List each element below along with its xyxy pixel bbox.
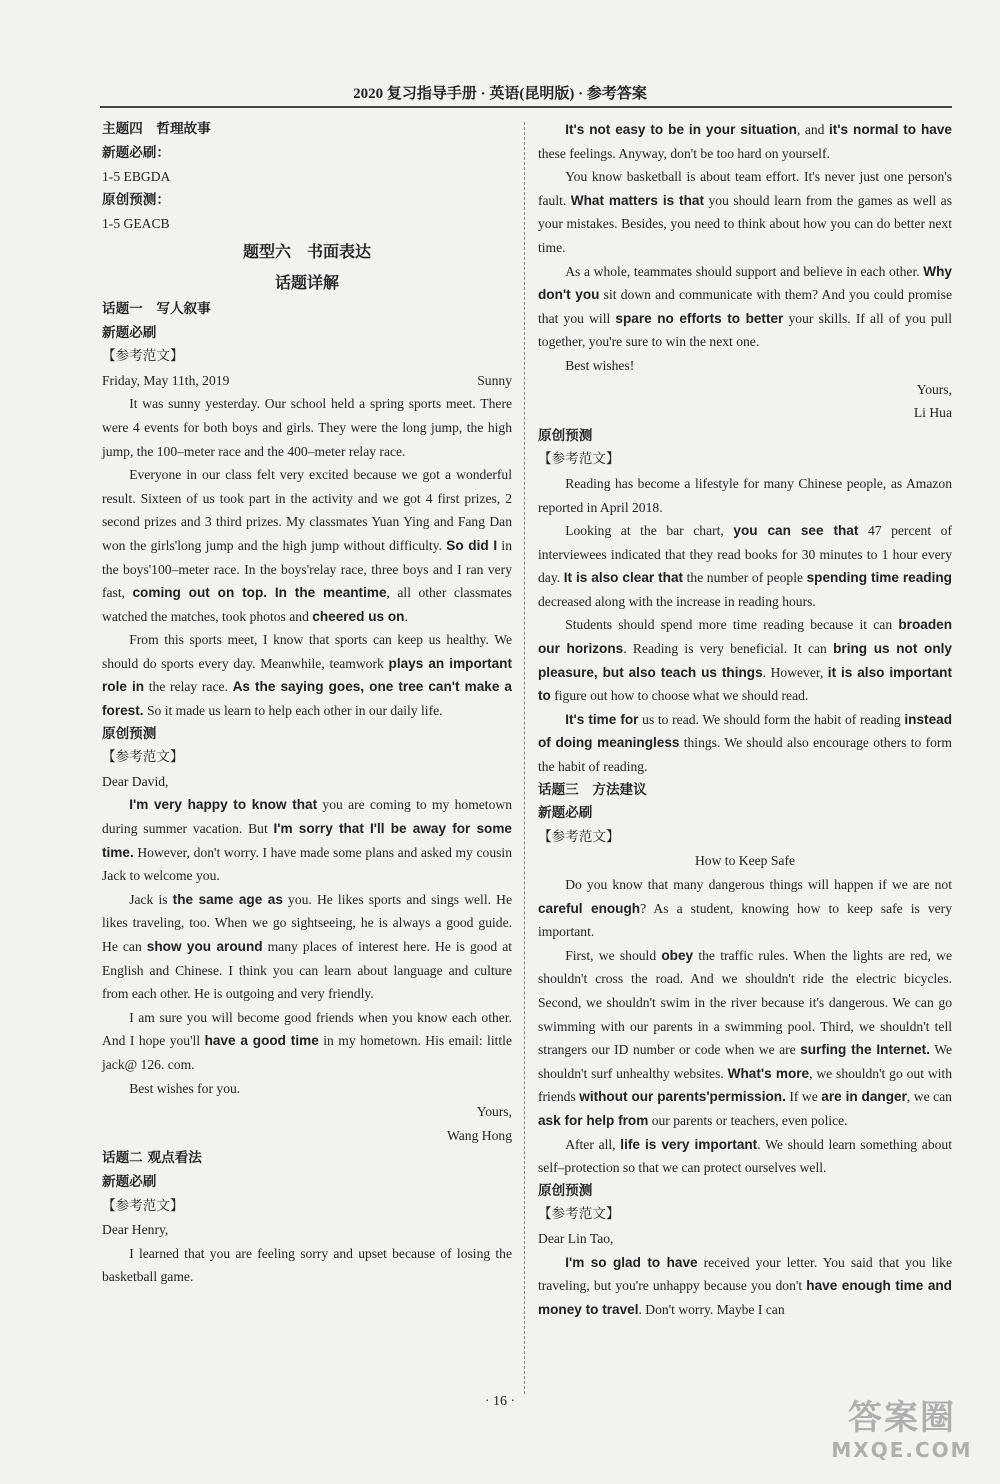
diary-weather: Sunny xyxy=(477,372,512,388)
type-title: 题型六 书面表达 xyxy=(242,241,371,261)
salutation: Dear Lin Tao, xyxy=(538,1230,614,1246)
sample-label: 【参考范文】 xyxy=(102,348,184,365)
closing: Best wishes! xyxy=(565,357,635,373)
paragraph: Everyone in our class felt very excited because we got a wonderful result. Sixteen of us took part in the activity and we got 4 first prizes, 2 second prizes and 3 third prizes. My classmates Yuan Ying and Fang Dan won the girls'long jump and the high jump without difficulty. So did I in the boys'100–meter race. In the boys'relay race, three boys and I ran very fast, coming out on top. In the meantime, all other classmates watched the matches, took photos and cheered us on. xyxy=(102,467,512,624)
page-header: 2020 复习指导手册 · 英语(昆明版) · 参考答案 xyxy=(353,86,647,102)
paragraph: Looking at the bar chart, you can see that 47 percent of interviewees indicated that they read books for 30 minutes to 1 hour every day. It is also clear that the number of people spending time reading decreased along with the increase in reading hours. xyxy=(538,523,952,609)
paragraph: I'm very happy to know that you are coming to my hometown during summer vacation. But I'm sorry that I'll be away for some time. However, don't worry. I have made some plans and asked my cousin Jack to welcome you. xyxy=(102,797,512,884)
diary-date: Friday, May 11th, 2019 xyxy=(102,372,230,388)
column-divider xyxy=(524,122,525,1394)
topic-heading: 话题三 方法建议 xyxy=(538,781,647,798)
closing-yours: Yours, xyxy=(916,381,952,397)
subheading: 原创预测： xyxy=(102,191,170,208)
paragraph: I'm so glad to have received your letter. You said that you like traveling, but you're unhappy because you don't have enough time and money to travel. Don't worry. Maybe I can xyxy=(538,1254,953,1317)
signature: Li Hua xyxy=(913,405,952,421)
answer-line: 1-5 GEACB xyxy=(102,216,170,232)
closing-yours: Yours, xyxy=(476,1104,512,1120)
salutation: Dear Henry, xyxy=(102,1222,169,1238)
subheading: 新题必刷 xyxy=(102,324,157,341)
subheading: 新题必刷 xyxy=(102,1173,157,1190)
right-column xyxy=(538,118,952,1321)
closing: Best wishes for you. xyxy=(129,1080,241,1096)
paragraph: As a whole, teammates should support and believe in each other. Why don't you sit down and communicate with them? And you could promise that you will spare no efforts to better your skills. If all of you pull together, you're sure to win the next one. xyxy=(538,263,952,350)
paragraph: First, we should obey the traffic rules. When the lights are red, we shouldn't cross the road. And we shouldn't ride the electric bicycles. Second, we shouldn't swim in the river because it's dangerous. We can go swimming with our parents in a swimming pool. Third, we shouldn't tell strangers our ID number or code when we are surfing the Internet. We shouldn't surf unhealthy websites. What's more, we shouldn't go out with friends without our parents'permission. If we are in danger, we can ask for help from our parents or teachers, even police. xyxy=(538,947,953,1128)
detail-title: 话题详解 xyxy=(274,272,339,292)
watermark-bottom: MXQE.COM xyxy=(831,1438,973,1462)
left-column xyxy=(102,118,512,1289)
salutation: Dear David, xyxy=(102,773,169,789)
topic-heading: 话题二 观点看法 xyxy=(102,1150,202,1167)
sample-label: 【参考范文】 xyxy=(102,749,184,766)
paragraph: After all, life is very important. We should learn something about self–protection so that we can protect ourselves well. xyxy=(538,1136,952,1176)
subheading: 原创预测 xyxy=(538,427,593,444)
subheading: 原创预测 xyxy=(538,1182,593,1199)
paragraph: Reading has become a lifestyle for many Chinese people, as Amazon reported in April 2018. xyxy=(538,475,952,515)
watermark-logo xyxy=(822,1398,982,1470)
diary-date-line xyxy=(102,369,512,393)
paragraph: Do you know that many dangerous things will happen if we are not careful enough? As a student, knowing how to keep safe is very important. xyxy=(538,877,953,940)
signature: Wang Hong xyxy=(447,1127,512,1143)
paragraph: It's time for us to read. We should form the habit of reading instead of doing meaningless things. We should also encourage others to form the habit of reading. xyxy=(538,711,952,775)
sample-label: 【参考范文】 xyxy=(538,451,620,468)
subheading: 新题必刷： xyxy=(102,144,170,161)
watermark-top: 答案圈 xyxy=(848,1398,956,1438)
paragraph: Students should spend more time reading because it can broaden our horizons. Reading is very beneficial. It can bring us not only pleasure, but also teach us things. However, it is also important to figure out how to choose what we should read. xyxy=(538,617,953,704)
paragraph: Jack is the same age as you. He likes sports and sings well. He likes traveling, too. When we go sightseeing, he is always a good guide. He can show you around many places of interest here. He is good at English and Chinese. I think you can learn about language and culture from each other. He is outgoing and very friendly. xyxy=(102,891,513,1002)
sample-label: 【参考范文】 xyxy=(102,1197,184,1214)
paragraph: From this sports meet, I know that sports can keep us healthy. We should do sports every day. Meanwhile, teamwork plays an important role in the relay race. As the saying goes, one tree can't make a forest. So it made us learn to help each other in our daily life. xyxy=(102,632,512,719)
paragraph: I am sure you will become good friends when you know each other. And I hope you'll have a good time in my hometown. His email: little jack@ 126. com. xyxy=(102,1009,512,1072)
paragraph: It's not easy to be in your situation, and it's normal to have these feelings. Anyway, don't be too hard on yourself. xyxy=(538,122,952,161)
essay-title: How to Keep Safe xyxy=(694,853,796,869)
subheading: 原创预测 xyxy=(102,725,157,742)
page-number: · 16 · xyxy=(484,1394,516,1409)
answer-line: 1-5 EBGDA xyxy=(102,169,171,185)
topic-heading: 话题一 写人叙事 xyxy=(102,300,211,317)
subheading: 新题必刷 xyxy=(538,805,593,822)
header-rule xyxy=(100,106,952,108)
paragraph: You know basketball is about team effort. It's never just one person's fault. What matters is that you should learn from the games as well as your mistakes. Besides, you need to think about how you can do better next time. xyxy=(538,169,952,255)
sample-label: 【参考范文】 xyxy=(538,828,620,845)
paragraph: It was sunny yesterday. Our school held a spring sports meet. There were 4 events for both boys and girls. They were the long jump, the high jump, the 100–meter race and the 400–meter relay race. xyxy=(102,396,512,459)
section-heading: 主题四 哲理故事 xyxy=(102,121,211,137)
sample-label: 【参考范文】 xyxy=(538,1206,620,1223)
paragraph: I learned that you are feeling sorry and upset because of losing the basketball game. xyxy=(102,1245,512,1285)
